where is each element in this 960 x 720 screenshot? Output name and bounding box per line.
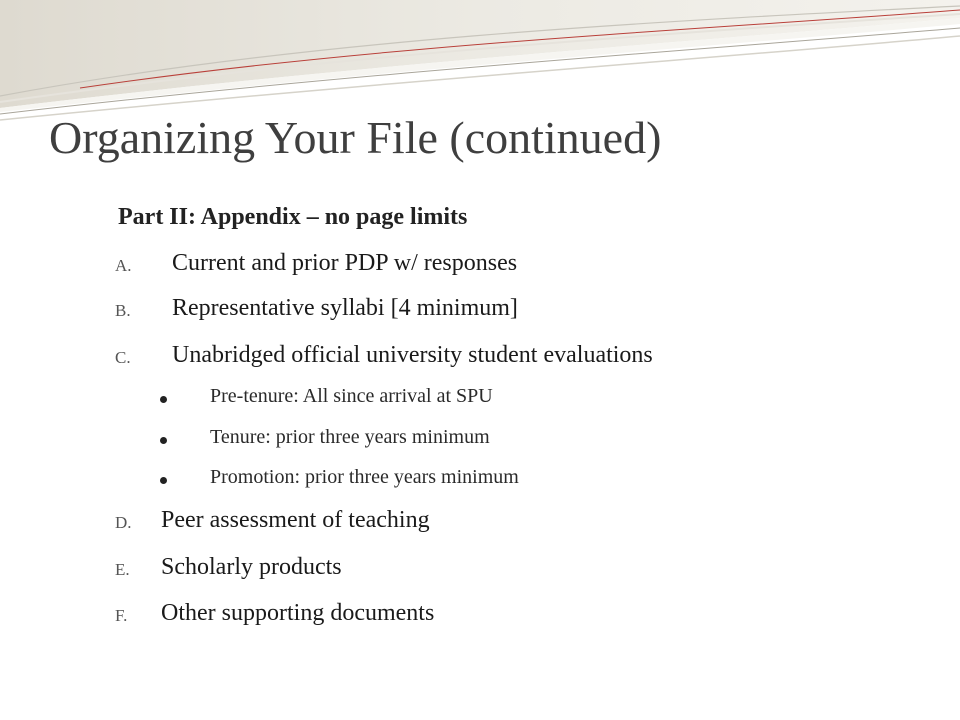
list-item-text: Other supporting documents — [161, 600, 435, 626]
sub-list-item-text: Tenure: prior three years minimum — [210, 426, 490, 448]
section-heading: Part II: Appendix – no page limits — [118, 204, 468, 230]
sub-list-item-text: Pre-tenure: All since arrival at SPU — [210, 385, 493, 407]
list-item-text: Peer assessment of teaching — [161, 507, 430, 533]
bullet-icon — [160, 437, 167, 444]
bullet-icon — [160, 477, 167, 484]
list-item-text: Scholarly products — [161, 554, 342, 580]
bullet-icon — [160, 396, 167, 403]
list-marker: E. — [115, 560, 130, 579]
list-marker: D. — [115, 513, 132, 532]
list-marker: F. — [115, 606, 128, 625]
list-item-text: Current and prior PDP w/ responses — [172, 250, 518, 276]
list-item-text: Unabridged official university student evaluations — [172, 342, 653, 368]
list-marker: C. — [115, 348, 131, 367]
list-item-text: Representative syllabi [4 minimum] — [172, 295, 518, 321]
list-marker: A. — [115, 256, 132, 275]
list-marker: B. — [115, 301, 131, 320]
sub-list-item-text: Promotion: prior three years minimum — [210, 466, 519, 488]
slide-title: Organizing Your File (continued) — [49, 112, 662, 163]
